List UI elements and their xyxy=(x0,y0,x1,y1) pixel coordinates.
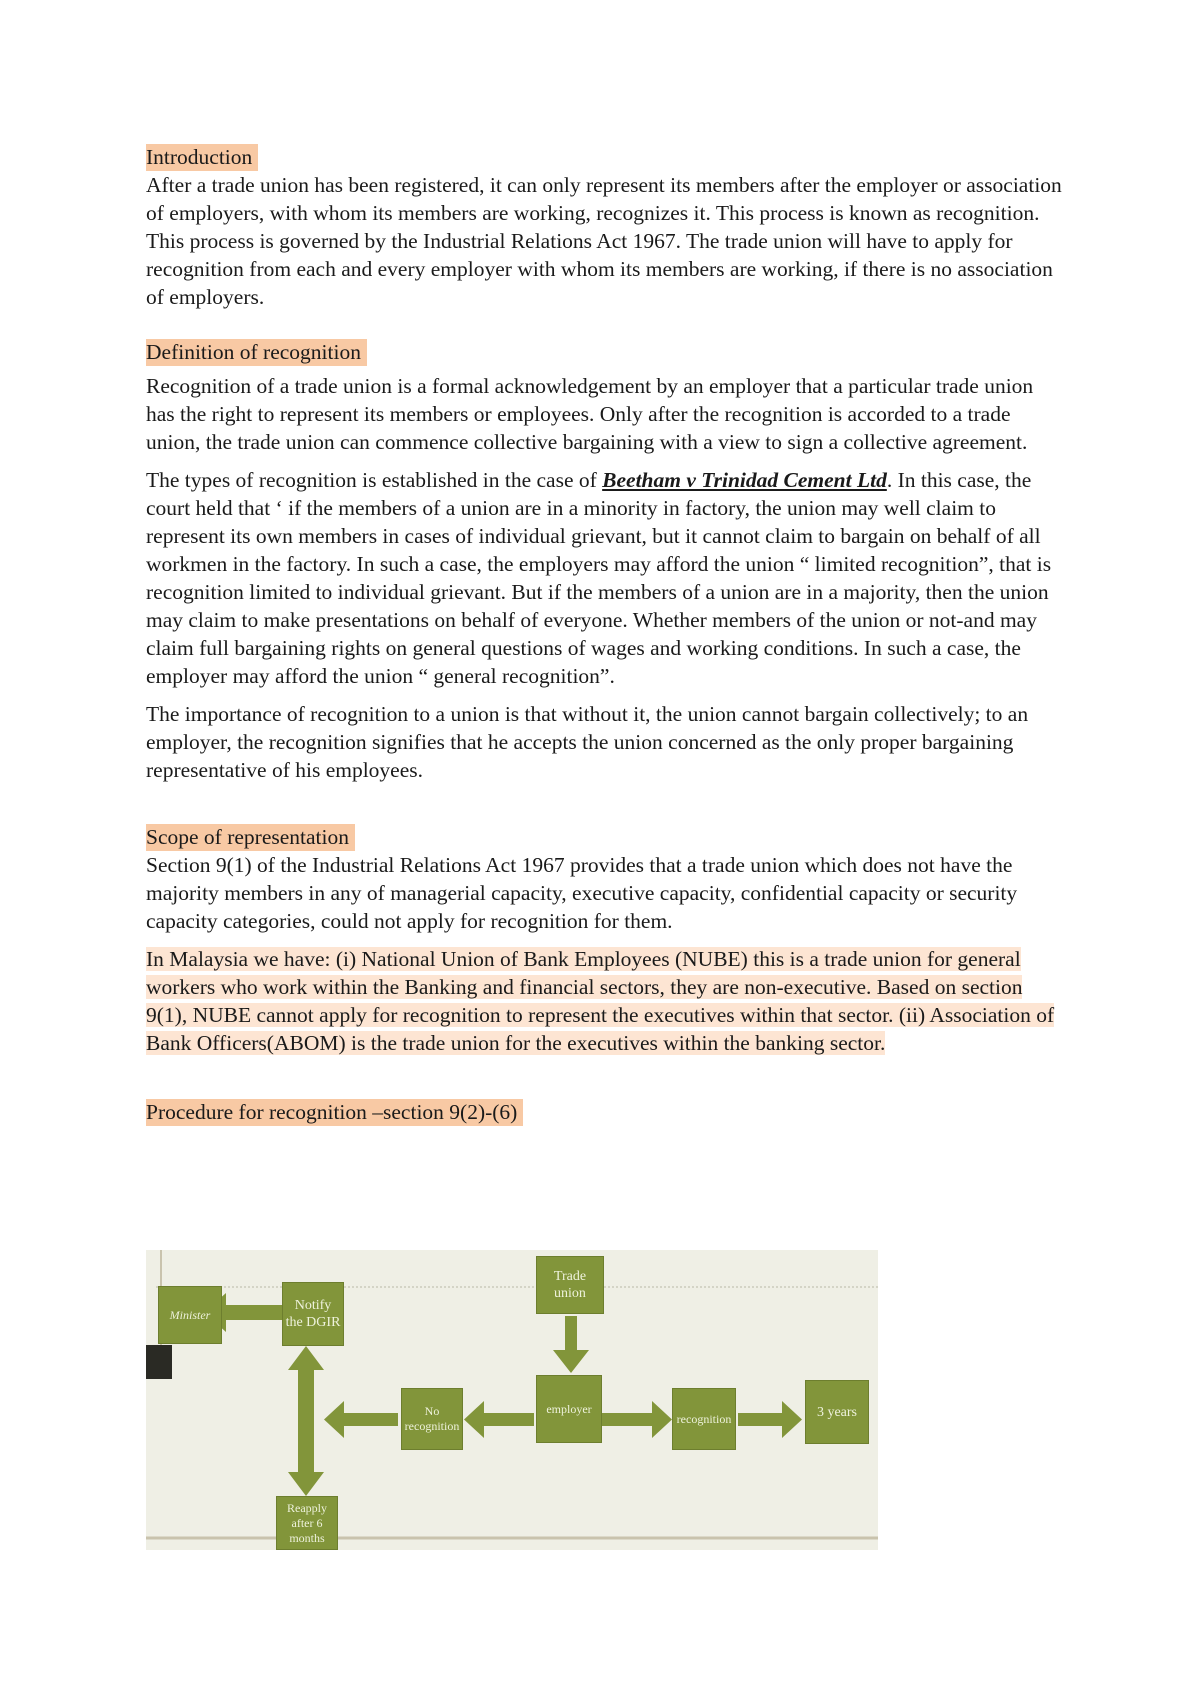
flow-box-minister: Minister xyxy=(158,1286,222,1344)
arrow-union-to-employer xyxy=(553,1316,589,1373)
document-page xyxy=(146,144,1066,1126)
flow-box-no-recognition: No recognition xyxy=(401,1388,463,1450)
flow-box-recognition: recognition xyxy=(672,1388,736,1450)
definition-paragraph-1: Recognition of a trade union is a formal acknowledgement by an employer that a particular trade union has the right to represent its members or employees. Only after the recognition is accorded to a trade union, the trade union can commence collective bargaining with a view to sign a collective agreement. xyxy=(146,374,1034,454)
intro-paragraph: After a trade union has been registered, it can only represent its members after the employer or association of employers, with whom its members are working, recognizes it. This process is known as recognition. This process is governed by the Industrial Relations Act 1967. The trade union will have to apply for recognition from each and every employer with whom its members are working, if there is no association of employers. xyxy=(146,173,1062,309)
recognition-flowchart xyxy=(146,1250,878,1550)
procedure-heading: Procedure for recognition –section 9(2)-(6) xyxy=(146,1099,523,1126)
scope-paragraph-1: Section 9(1) of the Industrial Relations Act 1967 provides that a trade union which does not have the majority members in any of managerial capacity, executive capacity, confidential capacity or security capacity categories, could not apply for recognition for them. xyxy=(146,853,1018,933)
arrow-recognition-to-years xyxy=(738,1401,802,1438)
flow-box-3-years: 3 years xyxy=(805,1380,869,1444)
flow-box-employer: employer xyxy=(536,1375,602,1443)
intro-heading: Introduction xyxy=(146,144,258,171)
scope-highlighted-text: In Malaysia we have: (i) National Union of Bank Employees (NUBE) this is a trade union for general workers who work within the Banking and financial sectors, they are non-executive. Based on section 9(1), NUBE cannot apply for recognition to represent the executives within that sector. (ii) Association of Bank Officers(ABOM) is the trade union for the executives within the banking sector. xyxy=(146,947,1055,1055)
definition-paragraph-2 xyxy=(146,466,1066,690)
definition-paragraph-2-intro: The types of recognition is established in the case of xyxy=(146,468,603,492)
scope-heading: Scope of representation xyxy=(146,824,355,851)
scope-paragraph-2 xyxy=(146,945,1066,1057)
definition-heading: Definition of recognition xyxy=(146,339,367,366)
arrow-employer-to-norecognition xyxy=(464,1401,534,1438)
flow-box-trade-union: Trade union xyxy=(536,1256,604,1314)
arrow-vertical-double xyxy=(288,1346,324,1496)
dark-tab xyxy=(146,1345,172,1379)
flow-box-reapply: Reapply after 6 months xyxy=(276,1496,338,1550)
arrow-employer-to-recognition xyxy=(602,1401,672,1438)
arrow-norecognition-to-vertical xyxy=(324,1401,398,1438)
case-name: Beetham v Trinidad Cement Ltd xyxy=(602,468,887,492)
definition-paragraph-3: The importance of recognition to a union is that without it, the union cannot bargain collectively; to an employer, the recognition signifies that he accepts the union concerned as the only proper bargaining representative of his employees. xyxy=(146,702,1029,782)
definition-paragraph-2-rest: . In this case, the court held that ‘ if the members of a union are in a minority in factory, the union may well claim to represent its own members in cases of individual grievant, but it cannot claim to bargain on behalf of all workmen in the factory. In such a case, the employers may afford the union “ limited recognition”, that is recognition limited to individual grievant. But if the members of a union are in a majority, then the union may claim to make presentations on behalf of everyone. Whether members of the union or not-and may claim full bargaining rights on general questions of wages and working conditions. In such a case, the employer may afford the union “ general recognition”. xyxy=(146,468,1052,688)
flowchart-arrows xyxy=(146,1250,878,1550)
flow-box-notify-dgir: Notify the DGIR xyxy=(282,1282,344,1346)
